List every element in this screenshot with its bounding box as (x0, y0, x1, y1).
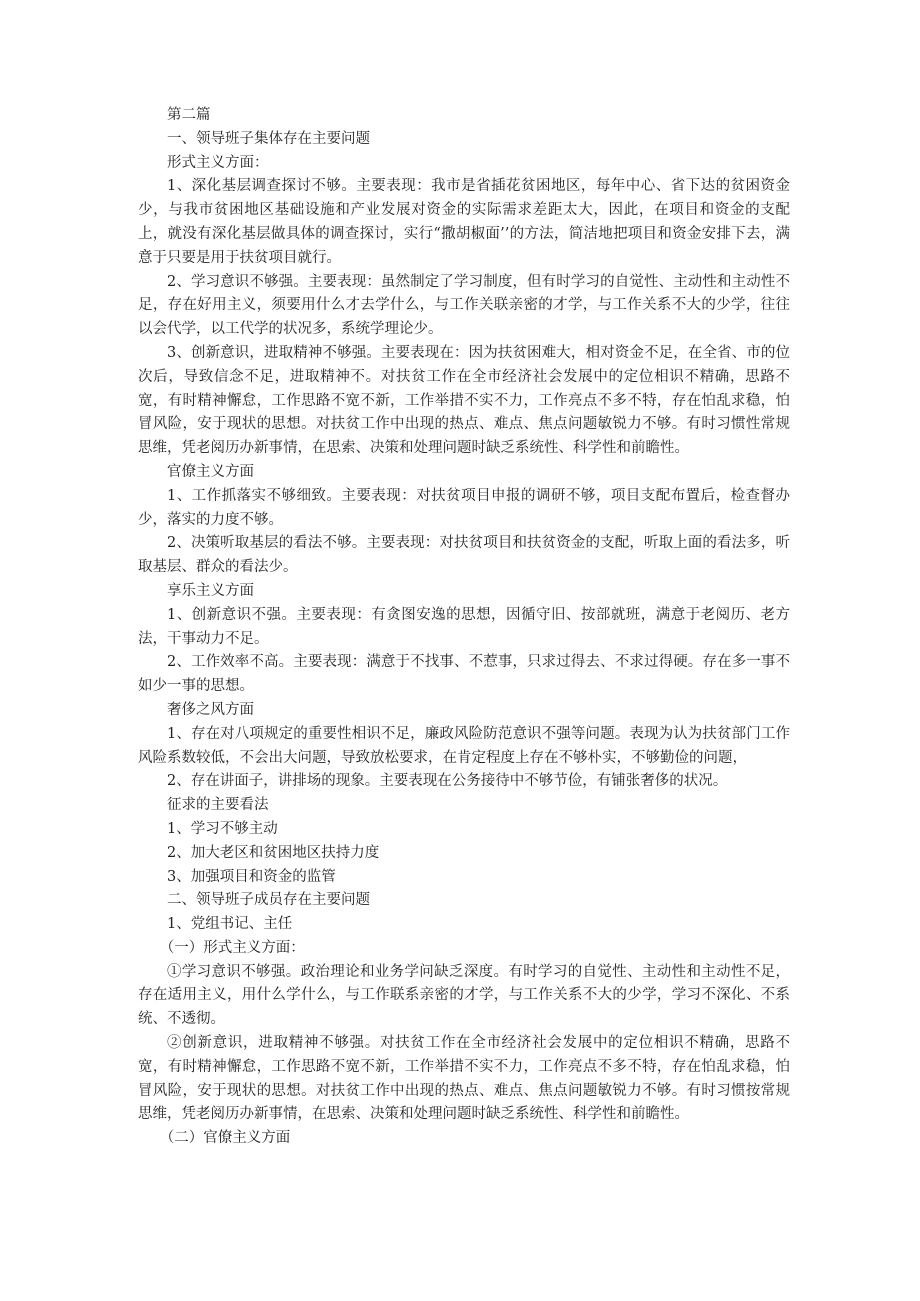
subheading: 享乐主义方面 (167, 582, 254, 599)
subheading: 形式主义方面： (167, 154, 269, 171)
list-item: 1、学习不够主动 (167, 820, 278, 837)
subheading: 官僚主义方面 (167, 463, 254, 480)
list-item: 3、加强项目和资金的监管 (167, 868, 336, 885)
paragraph: 1、工作抓落实不够细致。主要表现：对扶贫项目申报的调研不够，项目支配布置后，检查督办少，落实的力度不够。 (138, 487, 790, 528)
paragraph: ①学习意识不够强。政治理论和业务学问缺乏深度。有时学习的自觉性、主动性和主动性不足，存在适用主义，用什么学什么，与工作联系亲密的才学，与工作关系不大的少学，学习不深化、不系统、不透彻。 (138, 963, 790, 1028)
paragraph: ②创新意识，进取精神不够强。对扶贫工作在全市经济社会发展中的定位相识不精确，思路不宽，有时精神懈怠，工作思路不宽不新，工作举措不实不力，工作亮点不多不特，存在怕乱求稳，怕冒风险，安于现状的思想。对扶贫工作中出现的热点、难点、焦点问题敏锐力不够。有时习惯按常规思维，凭老阅历办新事情，在思索、决策和处理问题时缺乏系统性、科学性和前瞻性。 (138, 1035, 790, 1123)
subheading: （一）形式主义方面： (159, 939, 305, 956)
heading-2: 二、领导班子成员存在主要问题 (167, 892, 370, 909)
heading-1: 一、领导班子集体存在主要问题 (167, 130, 370, 147)
paragraph: 2、学习意识不够强。主要表现：虽然制定了学习制度，但有时学习的自觉性、主动性和主动性不足，存在好用主义，须要用什么才去学什么，与工作关联亲密的才学，与工作关系不大的少学，往往以会代学，以工代学的状况多，系统学理论少。 (138, 273, 790, 338)
subheading: （二）官僚主义方面 (159, 1130, 291, 1147)
paragraph: 1、深化基层调查探讨不够。主要表现：我市是省插花贫困地区，每年中心、省下达的贫困资金少，与我市贫困地区基础设施和产业发展对资金的实际需求差距太大，因此，在项目和资金的支配上，就没有深化基层做具体的调查探讨，实行“撒胡椒面’’的方法，简洁地把项目和资金安排下去，满意于只要是用于扶贫项目就行。 (138, 178, 790, 266)
paragraph: 2、存在讲面子，讲排场的现象。主要表现在公务接待中不够节俭，有铺张奢侈的状况。 (167, 773, 728, 790)
list-item: 2、加大老区和贫困地区扶持力度 (167, 844, 380, 861)
paragraph: 2、决策听取基层的看法不够。主要表现：对扶贫项目和扶贫资金的支配，听取上面的看法多，听取基层、群众的看法少。 (138, 535, 790, 576)
paragraph: 3、创新意识，进取精神不够强。主要表现在：因为扶贫困难大，相对资金不足，在全省、市的位次后，导致信念不足，进取精神不。对扶贫工作在全市经济社会发展中的定位相识不精确，思路不宽，有时精神懈怠，工作思路不宽不新，工作举措不实不力，工作亮点不多不特，存在怕乱求稳，怕冒风险，安于现状的思想。对扶贫工作中出现的热点、难点、焦点问题敏锐力不够。有时习惯性常规思维，凭老阅历办新事情，在思索、决策和处理问题时缺乏系统性、科学性和前瞻性。 (138, 344, 790, 457)
subheading: 1、党组书记、主任 (167, 916, 293, 933)
section-title: 第二篇 (167, 107, 211, 123)
subheading: 奢侈之风方面 (167, 701, 254, 718)
paragraph: 1、创新意识不强。主要表现：有贪图安逸的思想，因循守旧、按部就班，满意于老阅历、老方法，干事动力不足。 (138, 606, 790, 647)
subheading: 征求的主要看法 (167, 797, 269, 814)
paragraph: 1、存在对八项规定的重要性相识不足，廉政风险防范意识不强等问题。表现为认为扶贫部门工作风险系数较低，不会出大问题，导致放松要求，在肯定程度上存在不够朴实，不够勤俭的问题， (138, 725, 790, 766)
document-body (138, 104, 790, 1151)
paragraph: 2、工作效率不高。主要表现：满意于不找事、不惹事，只求过得去、不求过得硬。存在多一事不如少一事的思想。 (138, 654, 790, 695)
